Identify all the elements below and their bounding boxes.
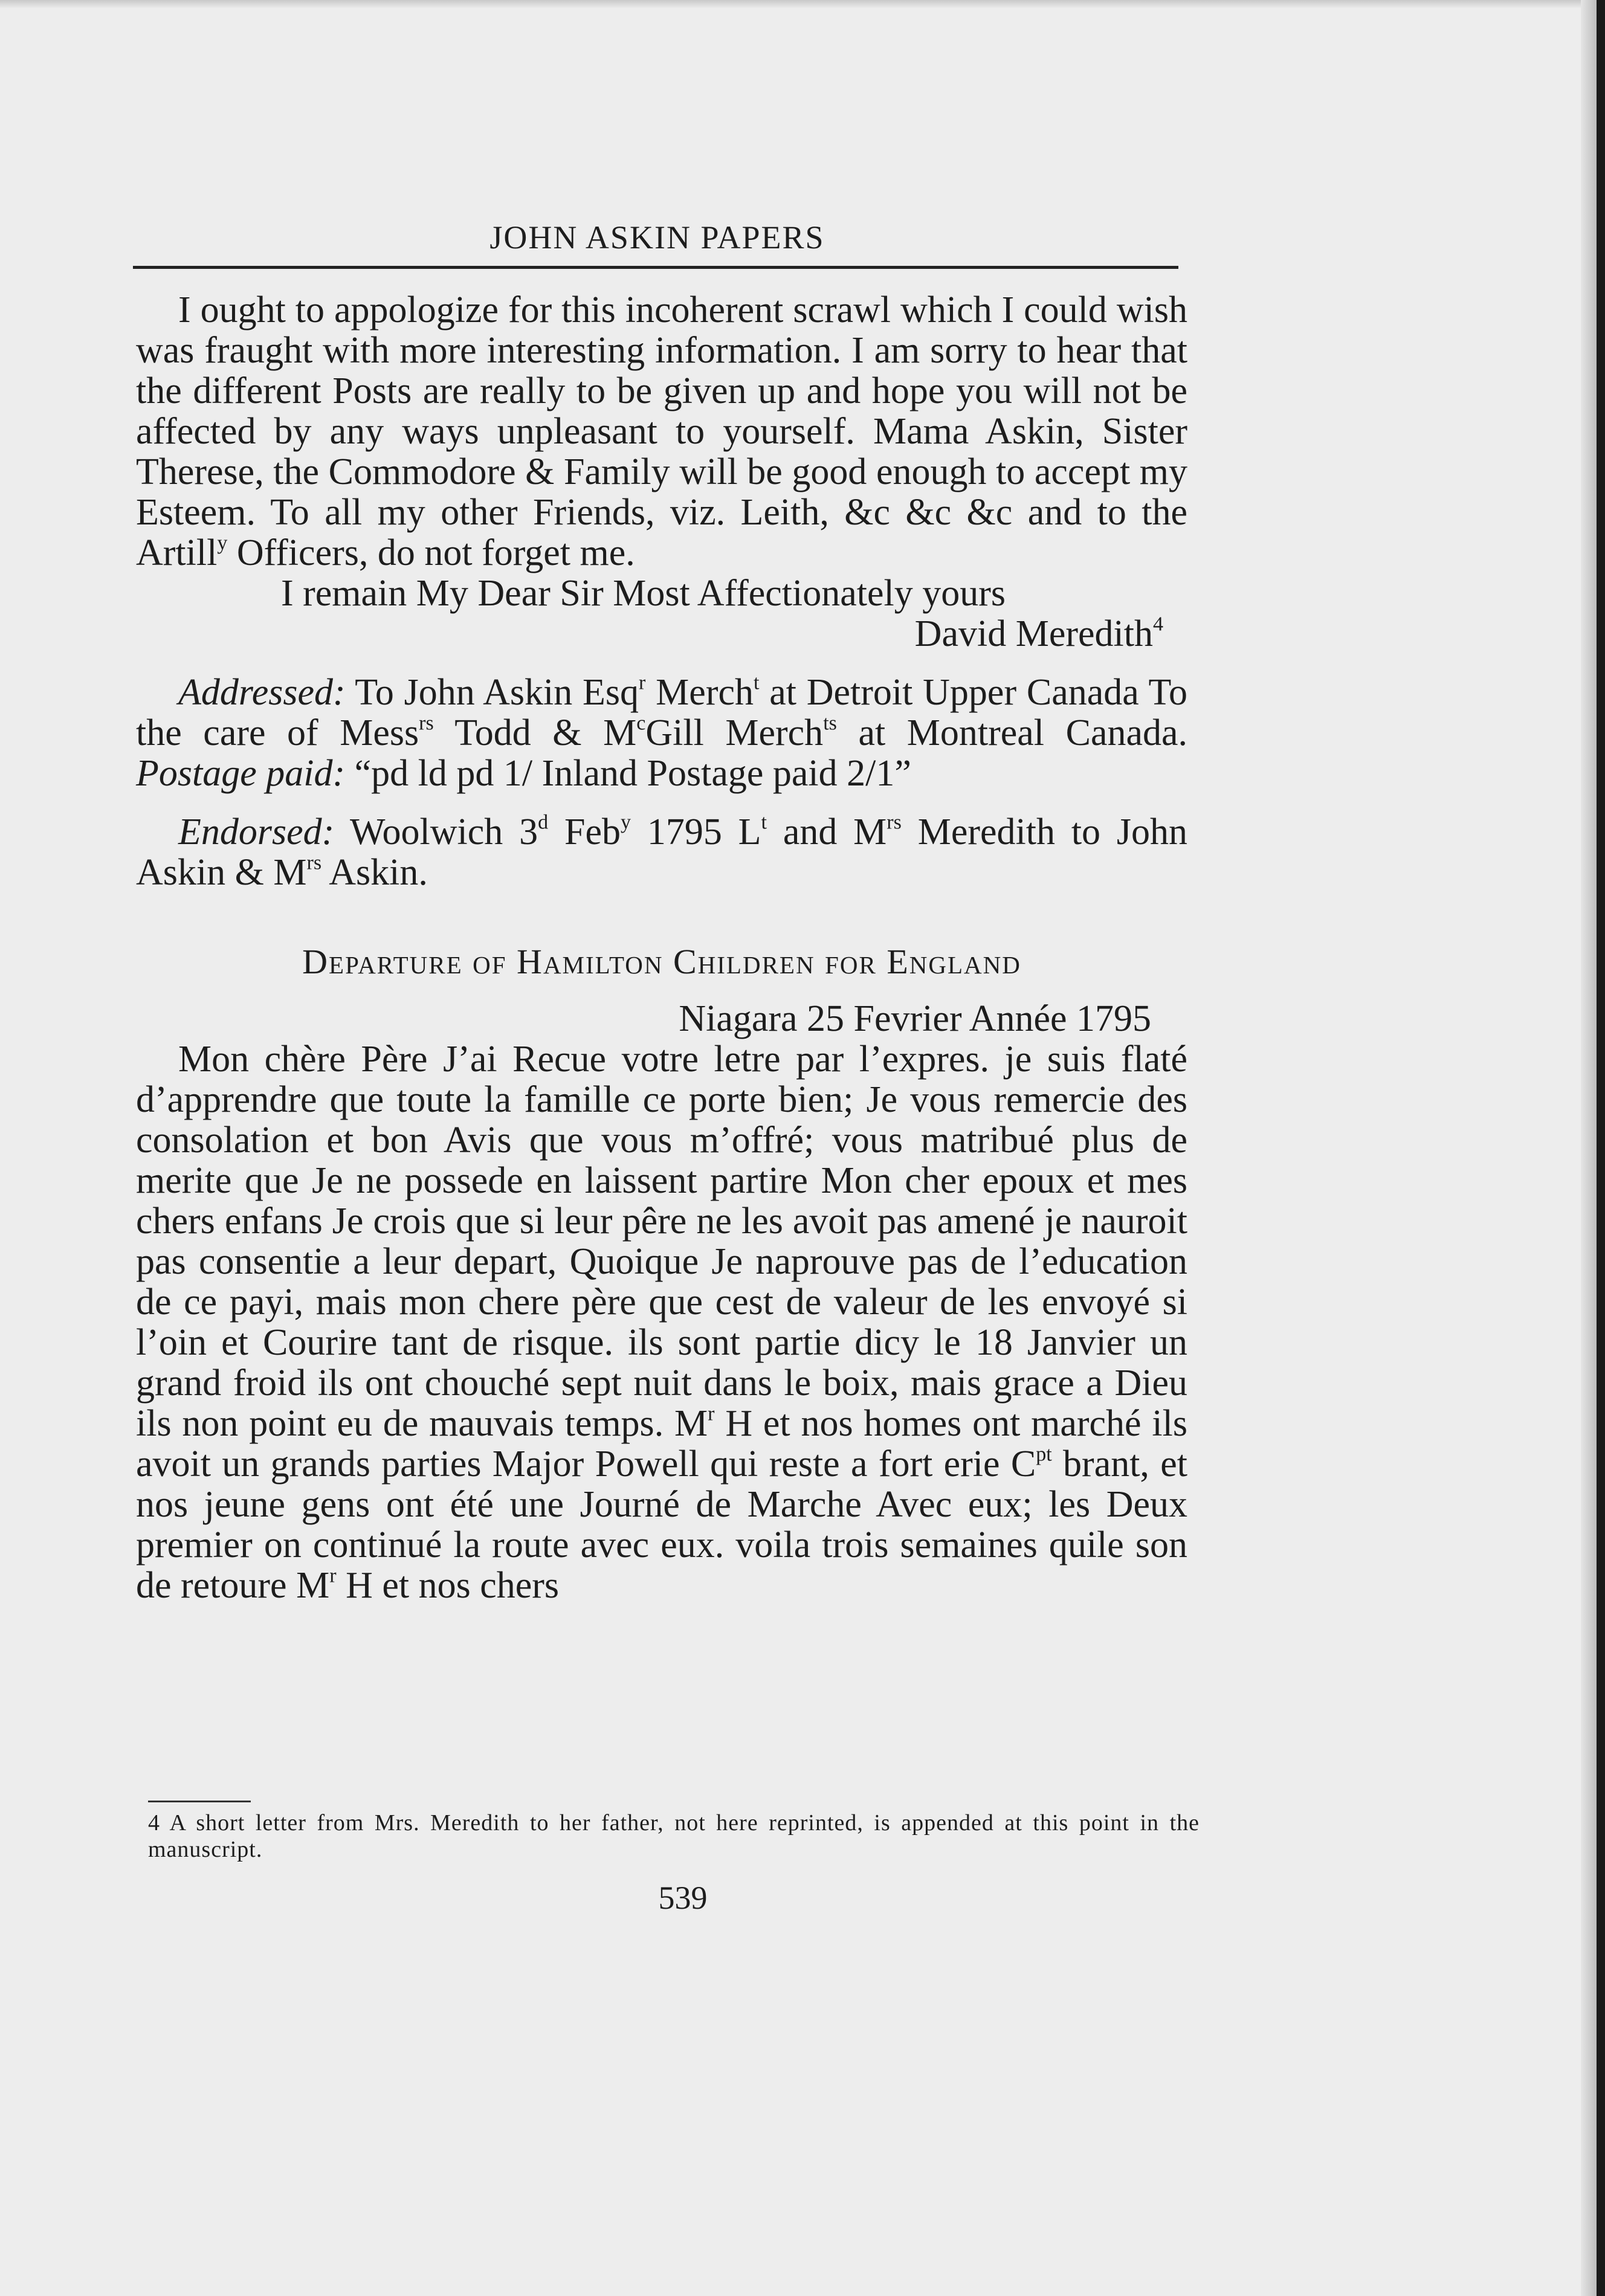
footnote-rule — [148, 1801, 251, 1802]
page-edge-right — [1581, 0, 1605, 2296]
closing-line: I remain My Dear Sir Most Affectionately yours — [281, 573, 1006, 614]
page-number: 539 — [658, 1880, 708, 1916]
page-edge-top — [0, 0, 1605, 8]
page-body — [136, 290, 1187, 1606]
signature: David Meredith$^4$ — [914, 613, 1163, 654]
addressed-note: Addressed: To John Askin Esq$^r$ Merch$^t$ at Detroit Upper Canada To the care of Mess$^{rs}$ Todd & $M^cGill$ Merch$^{ts}$ at Montreal Canada. Postage paid: “pd ld pd 1/ Inland Postage paid 2/1” — [136, 671, 1187, 794]
footnote-ref: 4 — [1152, 613, 1163, 636]
french-letter: Mon chère Père J’ai Recue votre letre par l’expres. je suis flaté d’apprendre que toute la famille ce porte bien; Je vous remercie des consolation et bon Avis que vous m’offré; vous matribué plus de merite que Je ne possede en laissent partire Mon cher epoux et mes chers enfans Je crois que si leur pêre ne les avoit pas amené je nauroit pas consentie a leur depart, Quoique Je naprouve pas de l’education de ce payi, mais mon chere père que cest de valeur de les envoyé si l’oin et Courire tant de risque. ils sont partie dicy le 18 Janvier un grand froid ils ont chouché sept nuit dans le boix, mais grace a Dieu ils non point eu de mauvais temps. $M^r$ H et nos homes ont marché ils avoit un grands parties Major Powell qui reste a fort erie $C^{pt}$ brant, et nos jeune gens ont été une Journé de Marche Avec eux; les Deux premier on continué la route avec eux. voila trois semaines quile son de retoure $M^r$ H et nos chers — [136, 1039, 1187, 1606]
footnote: 4 A short letter from Mrs. Meredith to her father, not here reprinted, is appended at this point in the manuscript. — [148, 1810, 1200, 1862]
running-head: JOHN ASKIN PAPERS — [489, 219, 825, 256]
endorsed-note: Endorsed: Woolwich 3$^d$ Feb$^y$ 1795 $L^t$ and $M^{rs}$ Meredith to John Askin & $M^{rs}$ Askin. — [136, 811, 1187, 893]
section-heading: Departure of Hamilton Children for England — [302, 942, 1021, 981]
header-rule — [133, 266, 1178, 269]
letter-closing-paragraph: I ought to appologize for this incoherent scrawl which I could wish was fraught with more interesting information. I am sorry to hear that the different Posts are really to be given up and hope you will not be affected by any ways unpleasant to yourself. Mama Askin, Sister Therese, the Commodore & Family will be good enough to accept my Esteem. To all my other Friends, viz. Leith, &c &c &c and to the Artill$^y$ Officers, do not forget me. — [136, 289, 1187, 573]
dateline: Niagara 25 Fevrier Année 1795 — [679, 998, 1151, 1039]
